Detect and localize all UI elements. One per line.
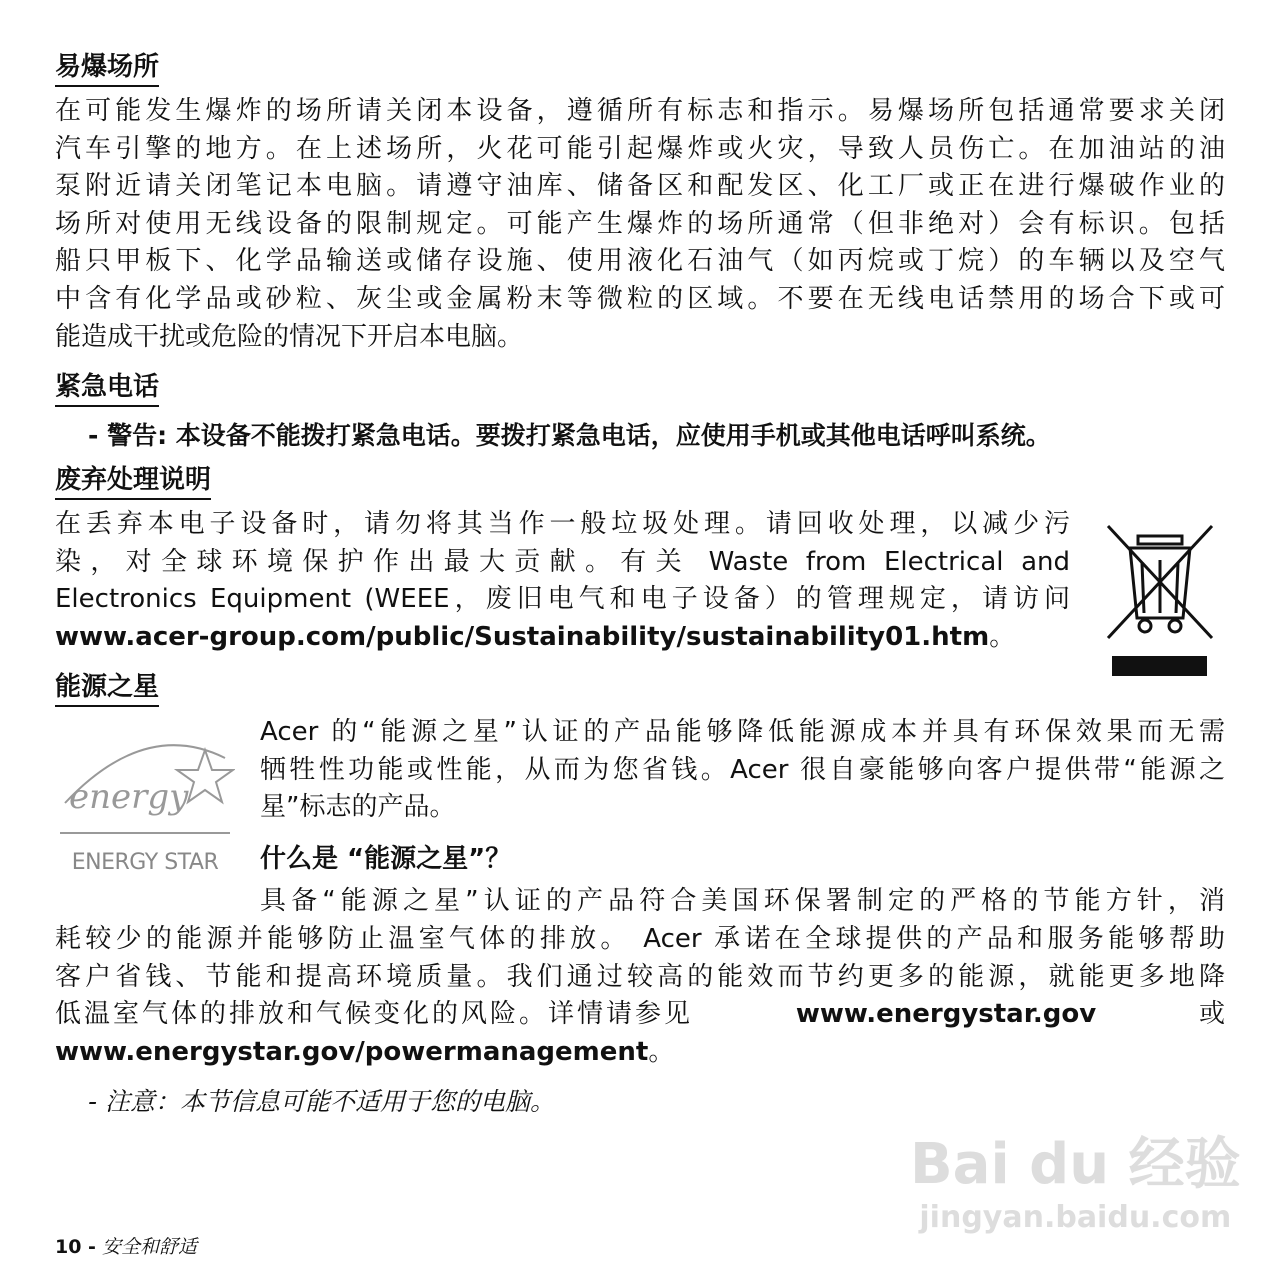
text-line: 客户省钱、节能和提高环境质量。我们通过较高的能效而节约更多的能源，就能更多地降 bbox=[55, 961, 1225, 992]
text-line: 中含有化学品或砂粒、灰尘或金属粉末等微粒的区域。不要在无线电话禁用的场合下或可 bbox=[55, 283, 1225, 314]
or-text: 或 bbox=[1198, 999, 1225, 1030]
heading-energy-star: 能源之星 bbox=[55, 670, 159, 707]
text-line: Electronics Equipment (WEEE，废旧电气和电子设备）的管理规定，请访问 bbox=[55, 584, 1070, 615]
punctuation: 。 bbox=[989, 621, 1016, 652]
baidu-watermark bbox=[910, 1120, 1241, 1235]
text-line: 在丢弃本电子设备时，请勿将其当作一般垃圾处理。请回收处理，以减少污 bbox=[55, 509, 1070, 539]
text-line: Acer 的“能源之星”认证的产品能够降低能源成本并具有环保效果而无需 bbox=[260, 717, 1225, 747]
disposal-paragraph bbox=[55, 506, 1070, 656]
text-line: 染，对全球环境保护作出最大贡献。有关 Waste from Electrical and bbox=[55, 546, 1070, 577]
text-line: 汽车引擎的地方。在上述场所，火花可能引起爆炸或火灾，导致人员伤亡。在加油站的油 bbox=[55, 133, 1225, 164]
energy-note: - 注意：本节信息可能不适用于您的电脑。 bbox=[88, 1087, 555, 1116]
powermanagement-link[interactable]: www.energystar.gov/powermanagement bbox=[55, 1036, 649, 1067]
watermark-url: jingyan.baidu.com bbox=[919, 1200, 1232, 1235]
energy-intro bbox=[260, 714, 1225, 827]
watermark-brand: Bai du 经验 bbox=[910, 1132, 1241, 1197]
logo-script: energy bbox=[69, 777, 189, 817]
energy-star-logo bbox=[55, 728, 235, 875]
energystar-link[interactable]: www.energystar.gov bbox=[795, 999, 1097, 1030]
explosive-paragraph bbox=[55, 93, 1225, 356]
crossed-out-wheelie-bin-icon bbox=[1100, 518, 1220, 684]
section-explosive bbox=[55, 50, 159, 87]
text-line: 能造成干扰或危险的情况下开启本电脑。 bbox=[55, 321, 524, 352]
text-line: 泵附近请关闭笔记本电脑。请遵守油库、储备区和配发区、化工厂或正在进行爆破作业的 bbox=[55, 171, 1225, 202]
energy-subtitle: 什么是 “能源之星”？ bbox=[260, 844, 512, 874]
energy-star-logo-text: ENERGY STAR bbox=[71, 850, 219, 875]
heading-explosive: 易爆场所 bbox=[55, 50, 159, 87]
page-footer bbox=[55, 1232, 197, 1259]
text-line: 低温室气体的排放和气候变化的风险。详情请参见 bbox=[55, 999, 694, 1030]
text-line: 具备“能源之星”认证的产品符合美国环保署制定的严格的节能方针，消 bbox=[260, 886, 1225, 916]
text-line: 耗较少的能源并能够防止温室气体的排放。 Acer 承诺在全球提供的产品和服务能够帮助 bbox=[55, 924, 1225, 954]
text-line: 船只甲板下、化学品输送或储存设施、使用液化石油气（如丙烷或丁烷）的车辆以及空气 bbox=[55, 246, 1225, 277]
footer-title: 安全和舒适 bbox=[102, 1236, 198, 1258]
text-line: 在可能发生爆炸的场所请关闭本设备，遵循所有标志和指示。易爆场所包括通常要求关闭 bbox=[55, 96, 1225, 126]
emergency-warning: - 警告: 本设备不能拨打紧急电话。要拨打紧急电话，应使用手机或其他电话呼叫系统。 bbox=[88, 421, 1051, 450]
text-line: 星”标志的产品。 bbox=[260, 792, 456, 823]
weee-link[interactable]: www.acer-group.com/public/Sustainability/sustainability01.htm bbox=[55, 621, 990, 652]
heading-disposal: 废弃处理说明 bbox=[55, 463, 211, 500]
text-line: 场所对使用无线设备的限制规定。可能产生爆炸的场所通常（但非绝对）会有标识。包括 bbox=[55, 208, 1225, 239]
text-line: 牺牲性功能或性能，从而为您省钱。Acer 很自豪能够向客户提供带“能源之 bbox=[260, 754, 1225, 785]
heading-emergency: 紧急电话 bbox=[55, 370, 159, 407]
punctuation: 。 bbox=[648, 1036, 675, 1067]
energy-body bbox=[55, 921, 1225, 1071]
page-number: 10 - bbox=[55, 1236, 96, 1258]
